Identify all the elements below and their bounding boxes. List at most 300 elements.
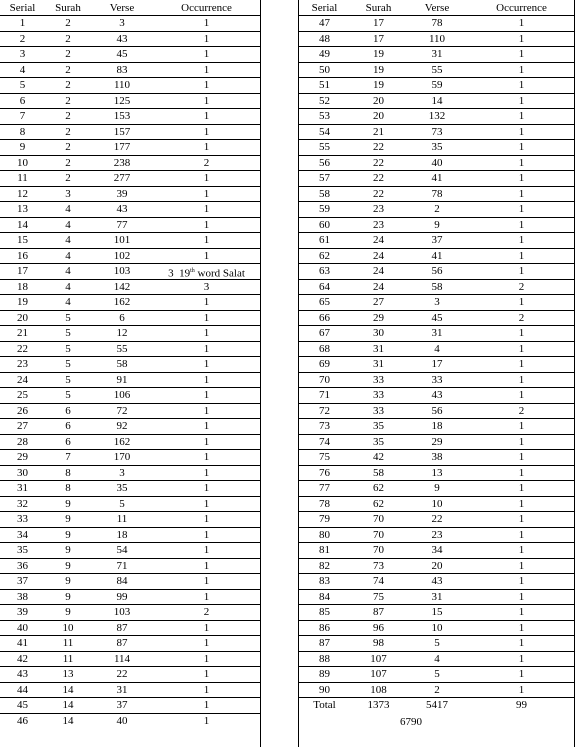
occurrence-cell: 1: [203, 79, 210, 91]
serial-cell: 68: [319, 342, 330, 355]
table-row: [298, 16, 575, 32]
surah-cell: 31: [373, 358, 384, 370]
table-row: [0, 559, 260, 575]
table-row: [0, 714, 260, 730]
serial-cell: 12: [17, 187, 28, 200]
total-label: Total: [313, 699, 336, 711]
serial-cell: 15: [17, 234, 28, 246]
serial-cell: 45: [17, 699, 28, 711]
verse-cell: 84: [116, 575, 128, 587]
serial-cell: 48: [319, 32, 330, 45]
serial-cell: 22: [17, 342, 28, 355]
table-row: [0, 388, 260, 404]
surah-cell: 2: [65, 79, 71, 91]
table-row: [298, 621, 575, 637]
verse-cell: 37: [431, 234, 443, 246]
surah-cell: 2: [65, 125, 71, 138]
surah-cell: 19: [373, 63, 384, 76]
right-header-row: [298, 0, 575, 16]
occurrence-cell: 1: [518, 48, 525, 60]
serial-cell: 34: [17, 528, 28, 541]
surah-cell: 98: [373, 637, 384, 649]
surah-cell: 5: [65, 389, 71, 401]
table-row: [0, 419, 260, 435]
occurrence-cell: 1: [518, 497, 525, 510]
table-row: [298, 357, 575, 373]
surah-cell: 9: [65, 590, 71, 603]
table-row: [298, 94, 575, 110]
occurrence-cell: 1: [518, 373, 525, 386]
serial-cell: 19: [17, 296, 28, 308]
occurrence-cell: 1: [203, 420, 210, 432]
surah-cell: 4: [65, 265, 71, 277]
verse-cell: 5: [434, 637, 440, 649]
table-row: [0, 543, 260, 559]
occurrence-cell: 1: [518, 234, 525, 246]
surah-cell: 2: [65, 156, 71, 169]
occurrence-cell: 1: [203, 125, 210, 138]
verse-cell: 114: [113, 652, 131, 665]
occurrence-cell: 1: [203, 249, 210, 262]
verse-cell: 14: [431, 94, 443, 107]
verse-cell: 277: [113, 172, 131, 184]
surah-cell: 9: [65, 513, 71, 525]
surah-cell: 9: [65, 606, 71, 618]
surah-cell: 6: [65, 404, 71, 417]
serial-cell: 40: [17, 621, 28, 634]
serial-cell: 78: [319, 497, 330, 510]
surah-cell: 14: [62, 699, 74, 711]
table-row: [0, 497, 260, 513]
serial-cell: 29: [17, 451, 28, 463]
table-row: [0, 481, 260, 497]
serial-cell: 55: [319, 141, 330, 153]
occurrence-cell: 1: [203, 110, 210, 122]
occurrence-cell: 1: [518, 389, 525, 401]
surah-cell: 35: [373, 420, 384, 432]
table-row: [298, 652, 575, 668]
occurrence-cell: 1: [203, 637, 210, 649]
verse-cell: 41: [431, 172, 443, 184]
occurrence-cell: 1: [203, 48, 210, 60]
verse-cell: 5: [434, 668, 440, 680]
serial-cell: 39: [17, 606, 28, 618]
surah-cell: 29: [373, 311, 384, 324]
serial-cell: 58: [319, 187, 330, 200]
verse-cell: 35: [116, 482, 128, 494]
verse-cell: 35: [431, 141, 443, 153]
header-occurrence: Occurrence: [181, 2, 232, 14]
table-row: [0, 342, 260, 358]
table-row: [298, 683, 575, 699]
occurrence-cell: 1: [203, 373, 210, 386]
verse-cell: 3: [434, 296, 440, 308]
serial-cell: 85: [319, 606, 330, 618]
surah-cell: 31: [373, 342, 384, 355]
surah-cell: 24: [373, 265, 384, 277]
verse-cell: 34: [431, 544, 443, 556]
occurrence-cell: 1: [518, 590, 525, 603]
serial-cell: 14: [17, 218, 28, 231]
surah-cell: 4: [65, 280, 71, 293]
occurrence-cell: 2: [518, 404, 525, 417]
surah-cell: 33: [373, 373, 384, 386]
occurrence-cell: 1: [203, 652, 210, 665]
verse-cell: 43: [431, 389, 443, 401]
table-row: [298, 47, 575, 63]
occurrence-cell: 1: [518, 79, 525, 91]
verse-cell: 15: [431, 606, 443, 618]
table-row: [0, 156, 260, 172]
table-row: [0, 574, 260, 590]
serial-cell: 57: [319, 172, 330, 184]
surah-cell: 27: [373, 296, 384, 308]
occurrence-cell: 1: [203, 63, 210, 76]
occurrence-cell: 1: [203, 234, 210, 246]
surah-cell: 58: [373, 466, 384, 479]
table-row: [0, 125, 260, 141]
verse-cell: 56: [431, 265, 443, 277]
occurrence-cell: 3: [203, 280, 210, 293]
surah-cell: 17: [373, 32, 384, 45]
verse-cell: 31: [431, 590, 443, 603]
table-row: [298, 249, 575, 265]
occurrence-cell: 2: [203, 606, 210, 618]
serial-cell: 74: [319, 435, 330, 448]
table-row: [0, 218, 260, 234]
serial-cell: 82: [319, 559, 330, 572]
table-row: [298, 388, 575, 404]
verse-cell: 106: [113, 389, 131, 401]
table-row: [298, 311, 575, 327]
surah-cell: 9: [65, 559, 71, 572]
verse-cell: 43: [116, 32, 128, 45]
verse-cell: 43: [431, 575, 443, 587]
surah-cell: 11: [62, 652, 74, 665]
table-row: [0, 512, 260, 528]
surah-cell: 11: [62, 637, 74, 649]
surah-cell: 3: [65, 187, 71, 200]
occurrence-cell: 1: [203, 590, 210, 603]
verse-cell: 20: [431, 559, 443, 572]
left-table: [0, 0, 260, 729]
serial-cell: 54: [319, 125, 330, 138]
occurrence-cell: 1: [518, 559, 525, 572]
table-row: [0, 78, 260, 94]
table-row: [298, 636, 575, 652]
verse-cell: 78: [431, 187, 443, 200]
serial-cell: 87: [319, 637, 330, 649]
table-row: [0, 404, 260, 420]
table-row: [298, 373, 575, 389]
occurrence-cell: 1: [203, 203, 210, 215]
table-row: [0, 357, 260, 373]
surah-cell: 2: [65, 63, 71, 76]
verse-cell: 17: [431, 358, 443, 370]
table-row: [0, 233, 260, 249]
verse-cell: 10: [431, 621, 443, 634]
table-row: [298, 171, 575, 187]
surah-cell: 33: [373, 404, 384, 417]
header-surah: Surah: [365, 2, 392, 14]
serial-cell: 60: [319, 218, 330, 231]
verse-cell: 37: [116, 699, 128, 711]
serial-cell: 64: [319, 280, 330, 293]
table-row: [298, 264, 575, 280]
serial-cell: 72: [319, 404, 330, 417]
table-row: [0, 450, 260, 466]
surah-cell: 7: [65, 451, 71, 463]
surah-cell: 8: [65, 466, 71, 479]
occurrence-cell: 1: [203, 404, 210, 417]
surah-cell: 9: [65, 544, 71, 556]
serial-cell: 23: [17, 358, 28, 370]
verse-cell: 6: [119, 311, 125, 324]
surah-cell: 5: [65, 358, 71, 370]
serial-cell: 75: [319, 451, 330, 463]
verse-cell: 22: [116, 668, 128, 680]
verse-cell: 54: [116, 544, 128, 556]
table-row: [298, 559, 575, 575]
table-row: [298, 419, 575, 435]
occurrence-cell: 1: [518, 141, 525, 153]
serial-cell: 69: [319, 358, 330, 370]
occurrence-cell: 1: [518, 606, 525, 618]
verse-cell: 22: [431, 513, 443, 525]
verse-cell: 3: [119, 17, 125, 29]
surah-cell: 107: [370, 652, 387, 665]
table-row: [0, 187, 260, 203]
table-row: [0, 621, 260, 637]
verse-cell: 87: [116, 637, 128, 649]
serial-cell: 66: [319, 311, 330, 324]
surah-cell: 6: [65, 435, 71, 448]
occurrence-cell: 1: [518, 265, 525, 277]
surah-cell: 107: [370, 668, 387, 680]
verse-cell: 103: [113, 265, 131, 277]
table-row: [0, 16, 260, 32]
table-row: [0, 435, 260, 451]
table-row: [0, 326, 260, 342]
surah-cell: 70: [373, 544, 384, 556]
total-surah: 1373: [367, 699, 390, 711]
serial-cell: 1: [19, 17, 26, 29]
verse-cell: 71: [116, 559, 128, 572]
occurrence-cell: 1: [203, 497, 210, 510]
occurrence-cell: 1: [203, 342, 210, 355]
surah-cell: 70: [373, 528, 384, 541]
serial-cell: 50: [319, 63, 330, 76]
table-row: [298, 667, 575, 683]
verse-cell: 177: [113, 141, 131, 153]
right-table: [298, 0, 575, 714]
table-row: [298, 233, 575, 249]
surah-cell: 74: [373, 575, 384, 587]
left-header-row: [0, 0, 260, 16]
serial-cell: 77: [319, 482, 330, 494]
verse-cell: 162: [113, 296, 131, 308]
grand-total: 6790: [400, 716, 422, 728]
verse-cell: 92: [116, 420, 128, 432]
serial-cell: 80: [319, 528, 330, 541]
serial-cell: 28: [17, 435, 28, 448]
left-table-body: [0, 16, 260, 729]
serial-cell: 51: [319, 79, 330, 91]
verse-cell: 4: [434, 342, 440, 355]
surah-cell: 62: [373, 482, 384, 494]
occurrence-cell: 1: [518, 668, 525, 680]
occurrence-cell: 1: [203, 187, 210, 200]
verse-cell: 72: [116, 404, 128, 417]
occurrence-cell: 1: [203, 389, 210, 401]
table-row: [0, 171, 260, 187]
serial-cell: 35: [17, 544, 28, 556]
table-row: [0, 652, 260, 668]
serial-cell: 26: [17, 404, 28, 417]
occurrence-cell: 1: [518, 32, 525, 45]
occurrence-cell: 1: [203, 559, 210, 572]
verse-cell: 31: [431, 327, 443, 339]
table-row: [0, 202, 260, 218]
serial-cell: 37: [17, 575, 28, 587]
occurrence-cell: 1: [203, 32, 210, 45]
serial-cell: 6: [19, 94, 26, 107]
header-verse: Verse: [424, 2, 450, 14]
serial-cell: 90: [319, 683, 330, 696]
table-row: [0, 605, 260, 621]
table-row: [298, 109, 575, 125]
occurrence-cell: 1: [518, 249, 525, 262]
header-verse: Verse: [109, 2, 135, 14]
occurrence-cell: 3 19th word Salat: [168, 267, 245, 279]
verse-cell: 31: [116, 683, 128, 696]
table-row: [298, 280, 575, 296]
occurrence-cell: 1: [518, 466, 525, 479]
serial-cell: 4: [19, 63, 26, 76]
occurrence-cell: 1: [518, 637, 525, 649]
serial-cell: 8: [19, 125, 26, 138]
verse-cell: 55: [431, 63, 443, 76]
serial-cell: 11: [17, 172, 28, 184]
surah-cell: 30: [373, 327, 384, 339]
table-row: [0, 63, 260, 79]
occurrence-cell: 1: [203, 621, 210, 634]
verse-cell: 9: [434, 482, 440, 494]
serial-cell: 38: [17, 590, 28, 603]
surah-cell: 13: [62, 668, 74, 680]
serial-cell: 46: [17, 714, 28, 727]
surah-cell: 73: [373, 559, 384, 572]
totals-row: [298, 698, 575, 714]
verse-cell: 73: [431, 125, 443, 138]
verse-cell: 43: [116, 203, 128, 215]
verse-cell: 102: [113, 249, 131, 262]
verse-cell: 103: [113, 606, 131, 618]
occurrence-cell: 2: [518, 280, 525, 293]
table-row: [0, 249, 260, 265]
table-row: [0, 264, 260, 280]
occurrence-cell: 1: [203, 218, 210, 231]
occurrence-cell: 1: [518, 435, 525, 448]
verse-cell: 2: [434, 203, 440, 215]
occurrence-cell: 1: [518, 296, 525, 308]
occurrence-cell: 1: [518, 683, 525, 696]
serial-cell: 89: [319, 668, 330, 680]
occurrence-cell: 1: [518, 621, 525, 634]
occurrence-cell: 1: [203, 296, 210, 308]
surah-cell: 4: [65, 249, 71, 262]
serial-cell: 24: [17, 373, 28, 386]
surah-cell: 33: [373, 389, 384, 401]
serial-cell: 10: [17, 156, 28, 169]
surah-cell: 9: [65, 575, 71, 587]
verse-cell: 87: [116, 621, 128, 634]
surah-cell: 5: [65, 327, 71, 339]
occurrence-cell: 1: [203, 683, 210, 696]
serial-cell: 41: [17, 637, 28, 649]
occurrence-cell: 1: [518, 187, 525, 200]
serial-cell: 62: [319, 249, 330, 262]
verse-cell: 153: [113, 110, 131, 122]
table-row: [0, 590, 260, 606]
serial-cell: 43: [17, 668, 28, 680]
verse-cell: 39: [116, 187, 128, 200]
serial-cell: 7: [19, 110, 26, 122]
verse-cell: 40: [431, 156, 443, 169]
serial-cell: 61: [319, 234, 330, 246]
surah-cell: 42: [373, 451, 384, 463]
surah-cell: 17: [373, 17, 384, 29]
serial-cell: 53: [319, 110, 330, 122]
verse-cell: 29: [431, 435, 443, 448]
surah-cell: 24: [373, 249, 384, 262]
surah-cell: 4: [65, 234, 71, 246]
verse-cell: 13: [431, 466, 443, 479]
occurrence-cell: 1: [203, 575, 210, 587]
table-row: [298, 342, 575, 358]
table-row: [298, 481, 575, 497]
occurrence-cell: 1: [518, 528, 525, 541]
occurrence-cell: 1: [203, 528, 210, 541]
surah-cell: 20: [373, 94, 384, 107]
occurrence-cell: 1: [203, 358, 210, 370]
occurrence-cell: 1: [518, 172, 525, 184]
verse-cell: 38: [431, 451, 443, 463]
occurrence-cell: 1: [518, 420, 525, 432]
verse-cell: 33: [431, 373, 443, 386]
verse-cell: 45: [431, 311, 443, 324]
occurrence-cell: 1: [518, 125, 525, 138]
occurrence-cell: 1: [203, 451, 210, 463]
table-row: [0, 636, 260, 652]
occurrence-cell: 1: [518, 544, 525, 556]
verse-cell: 10: [431, 497, 443, 510]
table-row: [298, 202, 575, 218]
surah-cell: 5: [65, 342, 71, 355]
serial-cell: 52: [319, 94, 330, 107]
verse-cell: 11: [116, 513, 128, 525]
verse-cell: 59: [431, 79, 443, 91]
verse-cell: 3: [119, 466, 125, 479]
verse-cell: 5: [119, 497, 125, 510]
header-serial: Serial: [311, 2, 338, 14]
surah-cell: 10: [62, 621, 74, 634]
verse-cell: 142: [113, 280, 131, 293]
verse-cell: 58: [431, 280, 443, 293]
verse-cell: 170: [113, 451, 131, 463]
serial-cell: 76: [319, 466, 330, 479]
table-row: [0, 373, 260, 389]
